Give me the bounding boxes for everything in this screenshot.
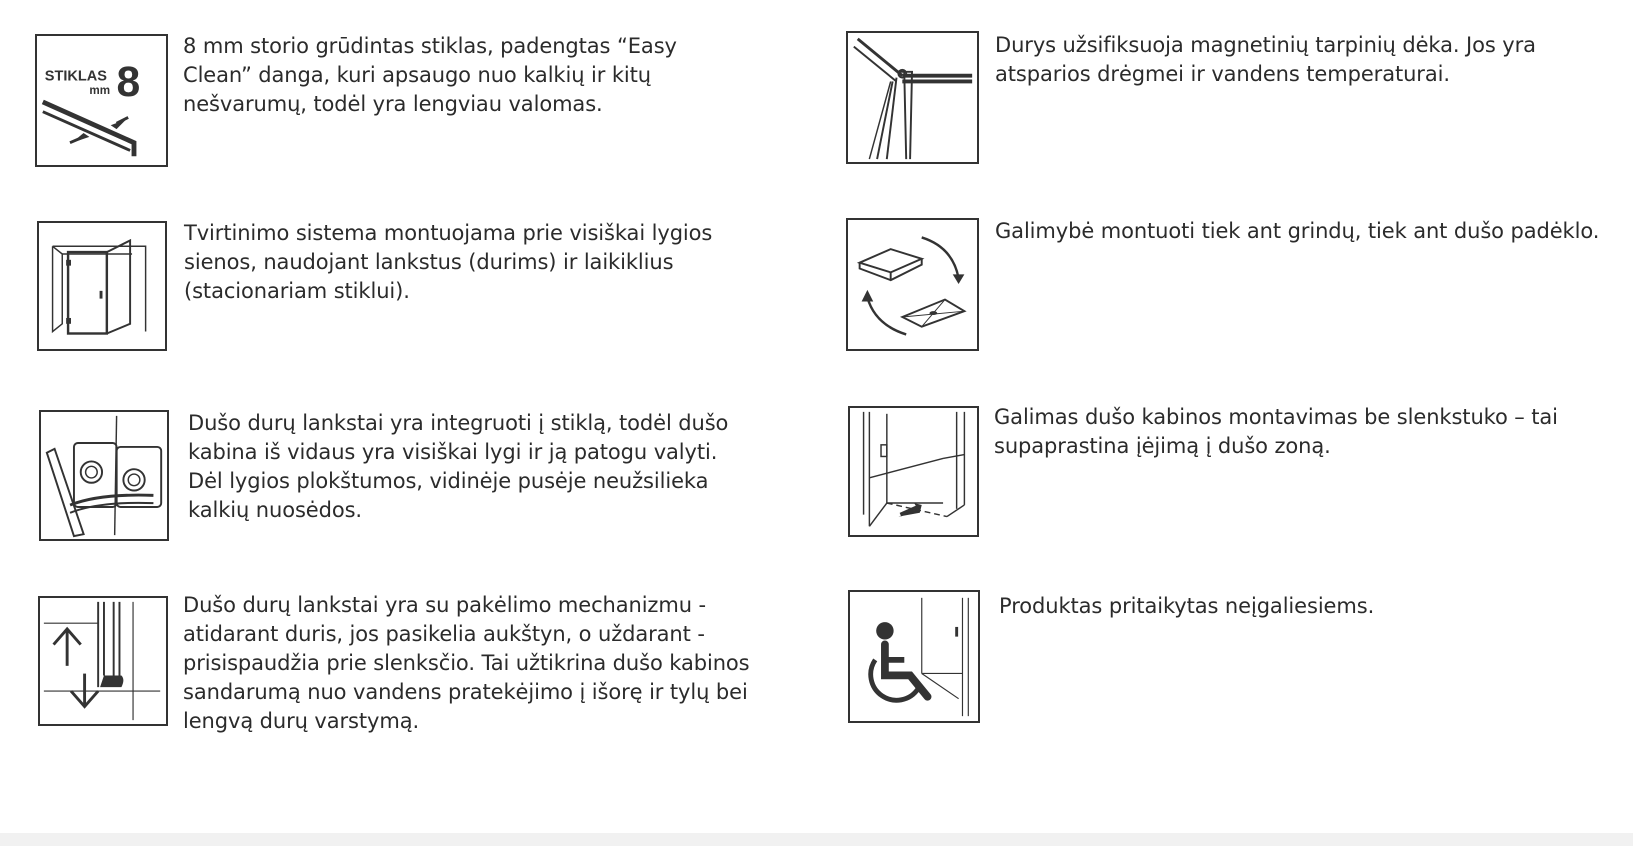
- feature-text: Durys užsifiksuoja magnetinių tarpinių dėka. Jos yra atsparios drėgmei ir vandens temperaturai.: [995, 33, 1536, 86]
- wheelchair-icon: [848, 590, 980, 723]
- wall-mount-icon: [37, 221, 167, 351]
- lift-hinge-icon: [38, 596, 168, 726]
- feature-text: Tvirtinimo sistema montuojama prie visiškai lygios sienos, naudojant lankstus (durims) ir laikiklius (stacionariam stiklui).: [184, 221, 713, 303]
- magnetic-seal-icon: [846, 31, 979, 164]
- glass-thickness-icon: [35, 34, 168, 167]
- no-threshold-icon: [848, 406, 979, 537]
- icon-number: 8: [116, 58, 141, 107]
- feature-text: Dušo durų lankstai yra su pakėlimo mechanizmu - atidarant duris, jos pasikelia aukštyn, o uždarant - prisispaudžia prie slenksčio. Tai užtikrina dušo kabinos sandarumą nuo vandens pratekėjimo į išorę ir tylų bei lengvą durų varstymą.: [183, 593, 750, 733]
- floor-or-tray-icon: [846, 218, 979, 351]
- icon-unit: mm: [89, 84, 111, 98]
- feature-text: Produktas pritaikytas neįgaliesiems.: [999, 594, 1375, 618]
- feature-text: Galimas dušo kabinos montavimas be slenkstuko – tai supaprastina įėjimą į dušo zoną.: [994, 405, 1558, 458]
- feature-text: Dušo durų lankstai yra integruoti į stiklą, todėl dušo kabina iš vidaus yra visiškai lygi ir ją patogu valyti. Dėl lygios plokštumos, vidinėje pusėje neužsilieka kalkių nuosėdos.: [188, 411, 729, 522]
- feature-text: 8 mm storio grūdintas stiklas, padengtas “Easy Clean” danga, kuri apsaugo nuo kalkių ir kitų nešvarumų, todėl yra lengviau valomas.: [183, 34, 677, 116]
- bottom-divider: [0, 833, 1633, 846]
- icon-label: STIKLAS: [44, 68, 107, 85]
- feature-text: Galimybė montuoti tiek ant grindų, tiek ant dušo padėklo.: [995, 219, 1600, 243]
- squeegee-icon: [39, 410, 169, 541]
